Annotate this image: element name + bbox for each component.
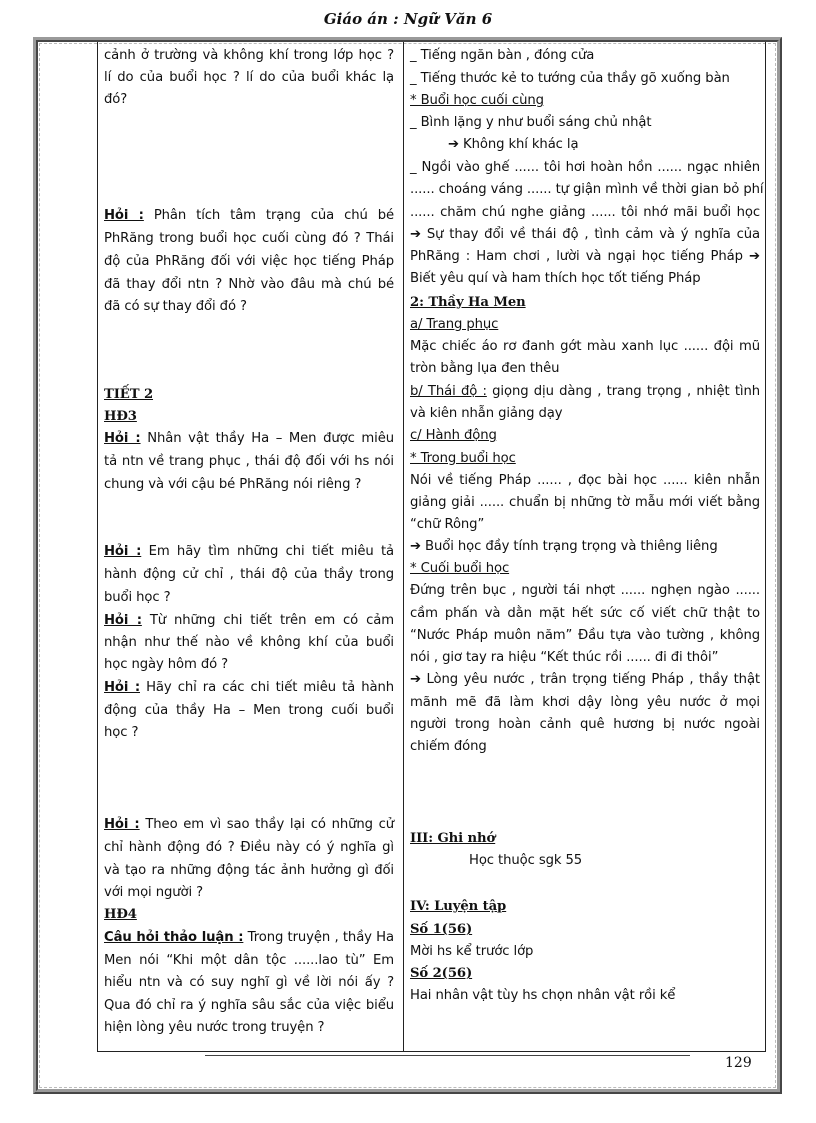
answer-line: ...... choáng váng ...... tự giận mình về thời gian bỏ phí <box>410 182 764 197</box>
lesson-section-title: TIẾT 2 <box>104 387 154 402</box>
section-heading: IV: Luyện tập <box>410 899 507 914</box>
question-line: Hỏi : Phân tích tâm trạng của chú bé <box>104 208 394 223</box>
answer-line: Mặc chiếc áo rơ đanh gớt màu xanh lục ...... đội mũ <box>410 339 760 354</box>
answer-line: _ Tiếng ngăn bàn , đóng cửa <box>410 48 595 63</box>
question-label: Hỏi : <box>104 544 142 559</box>
answer-line: mãnh mẽ đã làm khơi dậy lòng yêu nước ở mọi <box>410 695 760 710</box>
activity-heading: HĐ4 <box>104 907 137 922</box>
left-text-line: cảnh ở trường và không khí trong lớp học ? <box>104 48 394 63</box>
answer-line: _ Bình lặng y như buổi sáng chủ nhật <box>410 115 652 130</box>
question-line: độ của PhRăng đối với việc học tiếng Pháp <box>104 254 394 269</box>
left-text-line: lí do của buổi học ? lí do của buổi khác lạ <box>104 70 394 85</box>
answer-line: ➔ Lòng yêu nước , trân trọng tiếng Pháp , thầy thật <box>410 672 760 687</box>
answer-line: nói , giơ tay ra hiệu “Kết thúc rồi ...... đi đi thôi” <box>410 650 719 665</box>
question-line: với mọi người ? <box>104 885 204 900</box>
question-label: Hỏi : <box>104 680 140 695</box>
right-arrow-icon: ➔ <box>410 539 421 554</box>
answer-line: chiếm đóng <box>410 739 487 754</box>
answer-line: ➔ Buổi học đầy tính trạng trọng và thiêng liêng <box>410 539 718 554</box>
answer-line: Học thuộc sgk 55 <box>469 853 583 868</box>
section-heading: 2: Thầy Ha Men <box>410 295 526 310</box>
right-arrow-icon: ➔ <box>749 249 760 264</box>
question-label: Hỏi : <box>104 431 141 446</box>
answer-subheading: * Cuối buổi học <box>410 561 510 576</box>
left-text-line: đó? <box>104 92 128 107</box>
question-line: Hỏi : Từ những chi tiết trên em có cảm <box>104 613 395 628</box>
question-line: Qua đó chỉ ra ý nghĩa sâu sắc của việc biểu <box>104 998 394 1013</box>
answer-line: Hai nhân vật tùy hs chọn nhân vật rồi kể <box>410 988 676 1003</box>
question-line: nhận như thế nào về không khí của buổi <box>104 635 394 650</box>
question-label: Câu hỏi thảo luận : <box>104 930 244 945</box>
question-line: động của thầy Ha – Men trong cuối buổi <box>104 703 394 718</box>
question-line: học ngày hôm đó ? <box>104 657 229 672</box>
question-line: hiểu ntn và có suy nghĩ gì về lời nói ấy ? <box>104 975 394 990</box>
answer-line: Mời hs kể trước lớp <box>410 944 534 959</box>
question-line: tả ntn về trang phục , thái độ đối với hs nói <box>104 454 394 469</box>
question-line: Hỏi : Hãy chỉ ra các chi tiết miêu tả hành <box>104 680 395 695</box>
answer-line: tròn bằng lụa đen thêu <box>410 361 560 376</box>
question-line: Hỏi : Nhân vật thầy Ha – Men được miêu <box>104 431 394 446</box>
answer-line: ➔ Sự thay đổi về thái độ , tình cảm và ý nghĩa của <box>410 227 760 242</box>
exercise-heading: Số 2(56) <box>410 966 473 981</box>
answer-line: “Nước Pháp muôn năm” Đầu tựa vào tường , không <box>410 628 760 643</box>
answer-subheading: c/ Hành động <box>410 428 497 443</box>
question-label: Hỏi : <box>104 613 142 628</box>
question-line: học ? <box>104 725 139 740</box>
answer-line: ➔ Không khí khác lạ <box>448 137 579 152</box>
answer-line: giảng giải ...... chuẩn bị những tờ mẫu mới viết bằng <box>410 495 760 510</box>
answer-line: cầm phấn và dằn mặt hết sức cố viết chữ thật to <box>410 606 760 621</box>
question-line: đã có sự thay đổi đó ? <box>104 299 247 314</box>
question-line: và tạo ra những động tác ảnh hưởng gì đối <box>104 863 394 878</box>
question-line: đã thay đổi ntn ? Nhờ vào đâu mà chú bé <box>104 277 394 292</box>
question-line: buổi học ? <box>104 590 171 605</box>
question-line: Câu hỏi thảo luận : Trong truyện , thầy Ha <box>104 930 394 945</box>
answer-subheading: a/ Trang phục <box>410 317 499 332</box>
right-arrow-icon: ➔ <box>410 672 421 687</box>
answer-line: Nói về tiếng Pháp ...... , đọc bài học ...... kiên nhẫn <box>410 473 760 488</box>
question-line: hành động cử chỉ , thái độ của thầy trong <box>104 567 394 582</box>
answer-subheading: b/ Thái độ : <box>410 384 487 399</box>
answer-line: Đứng trên bục , người tái nhợt ...... nghẹn ngào ...... <box>410 583 760 598</box>
question-line: hiện lòng yêu nước trong truyện ? <box>104 1020 325 1035</box>
right-arrow-icon: ➔ <box>410 227 421 242</box>
column-divider <box>403 42 404 1052</box>
question-label: Hỏi : <box>104 817 140 832</box>
answer-line: “chữ Rông” <box>410 517 485 532</box>
answer-line: và kiên nhẫn giảng dạy <box>410 406 563 421</box>
answer-line: ...... chăm chú nghe giảng ...... tôi nhớ mãi buổi học <box>410 205 760 220</box>
answer-line: _ Tiếng thước kẻ to tướng của thầy gõ xuống bàn <box>410 71 730 86</box>
activity-heading: HĐ3 <box>104 409 137 424</box>
page-number: 129 <box>725 1055 752 1071</box>
question-line: Hỏi : Theo em vì sao thầy lại có những cử <box>104 817 395 832</box>
answer-subheading: * Trong buổi học <box>410 451 516 466</box>
answer-line: PhRăng : Ham chơi , lười và ngại học tiếng Pháp ➔ <box>410 249 760 264</box>
exercise-heading: Số 1(56) <box>410 922 473 937</box>
answer-subheading: * Buổi học cuối cùng <box>410 93 544 108</box>
footer-rule <box>205 1055 690 1056</box>
answer-line: b/ Thái độ : giọng dịu dàng , trang trọng , nhiệt tình <box>410 384 760 399</box>
answer-line: người trong hoàn cảnh quê hương bị nước ngoài <box>410 717 760 732</box>
page-header-title: Giáo án : Ngữ Văn 6 <box>323 10 493 28</box>
right-arrow-icon: ➔ <box>448 137 459 152</box>
question-line: chỉ hành động đó ? Điều này có ý nghĩa gì <box>104 840 394 855</box>
section-heading: III: Ghi nhớ <box>410 831 496 846</box>
question-label: Hỏi : <box>104 208 144 223</box>
answer-line: Biết yêu quí và ham thích học tốt tiếng Pháp <box>410 271 701 286</box>
question-line: PhRăng trong buổi học cuối cùng đó ? Thái <box>104 231 394 246</box>
question-line: Men nói “Khi một dân tộc ......lao tù” Em <box>104 953 394 968</box>
question-line: chung và với cậu bé PhRăng nói riêng ? <box>104 477 362 492</box>
question-line: Hỏi : Em hãy tìm những chi tiết miêu tả <box>104 544 395 559</box>
answer-line: _ Ngồi vào ghế ...... tôi hơi hoàn hồn ...... ngạc nhiên <box>410 160 760 175</box>
